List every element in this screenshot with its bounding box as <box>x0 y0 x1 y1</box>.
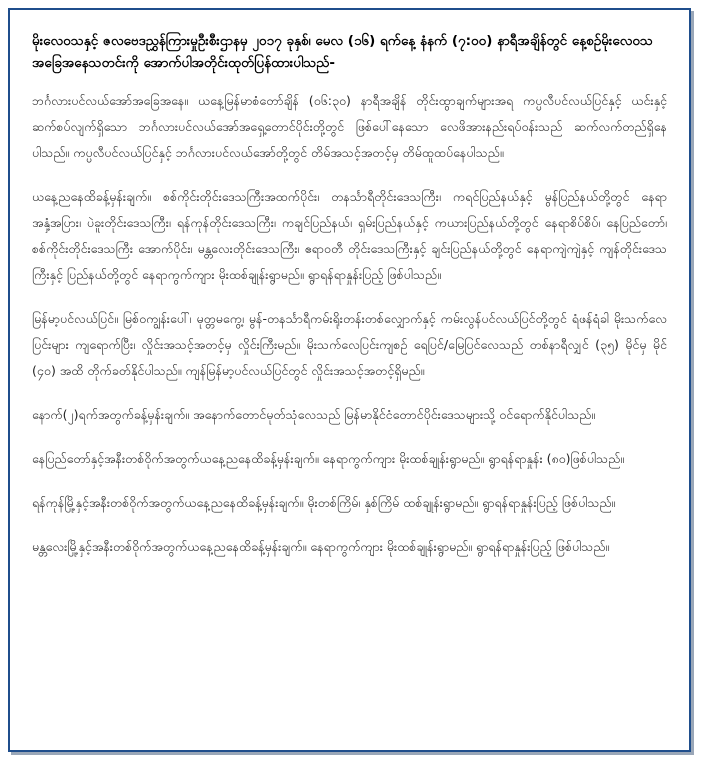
weather-report-frame <box>8 8 691 752</box>
report-headline: မိုးလေဝသနှင့် ဇလဗေဒညွှန်ကြားမှုဦးစီးဌာနမှ ၂၀၁၇ ခုနှစ်၊ မေလ (၁၆) ရက်နေ့ နံနက် (၇:၀၀) နာရီအချိန်တွင် နေ့စဉ်မိုးလေဝသအခြေအနေသတင်းကို အောက်ပါအတိုင်းထုတ်ပြန်ထားပါသည်- <box>32 33 653 71</box>
paragraph-naypyitaw-forecast: နေပြည်တော်နှင့်အနီးတစ်ဝိုက်အတွက်ယနေ့ညနေထိခန့်မှန်းချက်။ နေရာကွက်ကျား မိုးထစ်ချုန်းရွာမည်။ ရွာရန်ရာနှုန်း (၈၀)ဖြစ်ပါသည်။ <box>32 451 625 466</box>
paragraph-two-day-outlook: နောက်(၂)ရက်အတွက်ခန့်မှန်းချက်။ အနောက်တောင်မုတ်သုံလေသည် မြန်မာနိုင်ငံတောင်ပိုင်းဒေသများသို့ ဝင်ရောက်နိုင်ပါသည်။ <box>32 407 596 422</box>
paragraph-today-forecast: ယနေ့ညနေထိခန့်မှန်းချက်။ စစ်ကိုင်းတိုင်းဒေသကြီးအထက်ပိုင်း၊ တနင်္သာရီတိုင်းဒေသကြီး၊ ကရင်ပြည်နယ်နှင့် မွန်ပြည်နယ်တို့တွင် နေရာအနှံ့အပြား၊ ပဲခူးတိုင်းဒေသကြီး၊ ရန်ကုန်တိုင်းဒေသကြီး၊ ကချင်ပြည်နယ်၊ ရှမ်းပြည်နယ်နှင့် ကယားပြည်နယ်တို့တွင် နေရာစိပ်စိပ်၊ နေပြည်တော်၊ စစ်ကိုင်းတိုင်းဒေသကြီး အောက်ပိုင်း၊ မန္တလေးတိုင်းဒေသကြီး၊ ဧရာဝတီ တိုင်းဒေသကြီးနှင့် ချင်းပြည်နယ်တို့တွင် နေရာကျဲကျဲနှင့် ကျန်တိုင်းဒေသကြီးနှင့် ပြည်နယ်တို့တွင် နေရာကွက်ကျား မိုးထစ်ချုန်းရွာမည်။ ရွာရန်ရာနှုန်းပြည့် ဖြစ်ပါသည်။ <box>32 189 667 282</box>
paragraph-mandalay-forecast: မန္တလေးမြို့နှင့်အနီးတစ်ဝိုက်အတွက်ယနေ့ညနေထိခန့်မှန်းချက်။ နေရာကွက်ကျား မိုးထစ်ချုန်းရွာမည်။ ရွာရန်ရာနှုန်းပြည့် ဖြစ်ပါသည်။ <box>32 539 610 554</box>
paragraph-yangon-forecast: ရန်ကုန်မြို့နှင့်အနီးတစ်ဝိုက်အတွက်ယနေ့ညနေထိခန့်မှန်းချက်။ မိုးတစ်ကြိမ်၊ နှစ်ကြိမ် ထစ်ချုန်းရွာမည်။ ရွာရန်ရာနှုန်းပြည့် ဖြစ်ပါသည်။ <box>32 495 616 510</box>
paragraph-myanmar-sea: မြန်မာ့ပင်လယ်ပြင်။ မြစ်ဝကျွန်းပေါ်၊ မုတ္တမကွေ့၊ မွန်-တနင်္သာရီကမ်းရိုးတန်းတစ်လျှောက်နှင့် ကမ်းလွန်ပင်လယ်ပြင်တို့တွင် ရံဖန်ရံခါ မိုးသက်လေပြင်းများ ကျရောက်ပြီး၊ လှိုင်းအသင့်အတင့်မှ လှိုင်းကြီးမည်။ မိုးသက်လေပြင်းကျစဉ် ရေပြင်/မြေပြင်လေသည် တစ်နာရီလျှင် (၃၅) မိုင်မှ မိုင် (၄၀) အထိ တိုက်ခတ်နိုင်ပါသည်။ ကျန်မြန်မာ့ပင်လယ်ပြင်တွင် လှိုင်းအသင့်အတင့်ရှိမည်။ <box>32 311 667 378</box>
paragraph-bay-of-bengal: ဘင်္ဂလားပင်လယ်အော်အခြေအနေ။ ယနေ့မြန်မာစံတော်ချိန် (၀၆:၃၀) နာရီအချိန် တိုင်းထွာချက်များအရ ကပ္ပလီပင်လယ်ပြင်နှင့် ယင်းနှင့်ဆက်စပ်လျက်ရှိသော ဘင်္ဂလားပင်လယ်အော်အရှေ့တောင်ပိုင်းတို့တွင် ဖြစ်ပေါ်နေသော လေဖိအားနည်းရပ်ဝန်းသည် ဆက်လက်တည်ရှိနေပါသည်။ ကပ္ပလီပင်လယ်ပြင်နှင့် ဘင်္ဂလားပင်လယ်အော်တို့တွင် တိမ်အသင့်အတင့်မှ တိမ်ထူထပ်နေပါသည်။ <box>32 93 667 160</box>
